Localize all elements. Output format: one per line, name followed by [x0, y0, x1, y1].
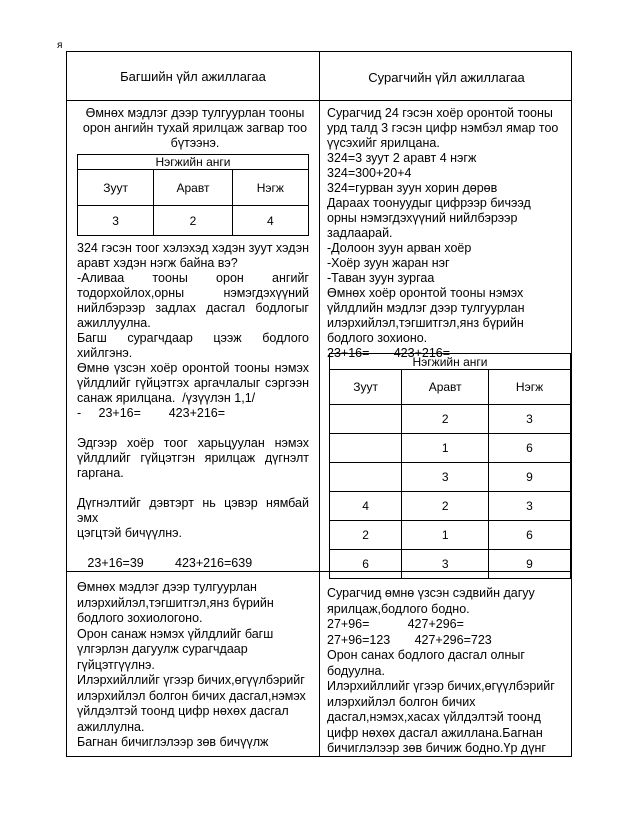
table-cell: 2: [402, 492, 489, 521]
text-line: бодлого зохионо.: [327, 331, 428, 345]
text-line: [77, 421, 309, 436]
text-line: Эдгээр хоёр тоог харьцуулан нэмэх: [77, 436, 309, 450]
table-cell: 4: [330, 492, 402, 521]
table-header: Аравт: [402, 370, 489, 405]
text-line: Өмнөх мэдлэг дээр тулгуурлан: [77, 580, 257, 594]
table-cell: 3: [489, 405, 571, 434]
text-line: 324=300+20+4: [327, 166, 412, 180]
text-line: 23+16= 423+216=: [327, 346, 451, 360]
text-line: аравт хэдэн нэгж байна вэ?: [77, 256, 238, 270]
teacher-intro: [81, 106, 309, 151]
text-line: 324 гэсэн тоог хэлэхэд хэдэн зуут хэдэн: [77, 241, 309, 255]
table-cell: 6: [489, 521, 571, 550]
table-cell: 3: [402, 463, 489, 492]
table-cell: 3: [489, 492, 571, 521]
text-line: цэгцтэй бичүүлнэ.: [77, 526, 183, 540]
text-line: 27+96= 427+296=: [327, 617, 464, 631]
text-line: Сурагчид 24 гэсэн хоёр оронтой тооны: [327, 106, 553, 120]
text-line: илэрхийлэл,тэгшитгэл,янз бүрийн: [327, 316, 524, 330]
text-line: Багнан бичиглэлээр зөв бичүүлж: [77, 735, 269, 749]
table-header: Аравт: [154, 170, 233, 206]
text-line: Өмнө үзсэн хоёр оронтой тооны нэмэх: [77, 361, 309, 375]
intro-line: орон ангийн тухай ярилцаж загвар тоо: [82, 121, 308, 135]
text-line: -Таван зуун зургаа: [327, 271, 435, 285]
table-cell: 3: [78, 206, 154, 236]
page-mark: я: [57, 40, 63, 51]
teacher-activity-header: Багшийн үйл ажиллагаа: [120, 69, 266, 84]
table-cell: 2: [402, 405, 489, 434]
student-activity-header: Сурагчийн үйл ажиллагаа: [368, 70, 525, 85]
text-line: бодуулна.: [327, 663, 385, 678]
text-line: Сурагчид өмнө үзсэн сэдвийн дагуу: [327, 586, 535, 600]
table-cell: 3: [402, 550, 489, 579]
text-line: илэрхийлэл,тэгшитгэл,янз бүрийн: [77, 595, 274, 610]
column-divider: [319, 52, 320, 756]
table-cell: 2: [330, 521, 402, 550]
text-line: [77, 481, 309, 496]
text-line: 23+16=39 423+216=639: [77, 556, 253, 570]
text-line: үйлдэлтэй тоонд цифр нөхөх дасгал: [77, 704, 289, 718]
table-title: Нэгжийн анги: [78, 155, 309, 170]
table-cell: 4: [232, 206, 308, 236]
header-divider: [67, 100, 571, 101]
text-line: үйлдлийн мэдлэг дээр тулгуурлан: [327, 301, 525, 315]
table-cell: 1: [402, 434, 489, 463]
table-cell: [330, 463, 402, 492]
table-cell: [330, 434, 402, 463]
text-line: тодорхойлох,орны нэмэгдэхүүний: [77, 286, 309, 300]
text-line: илэрхийлэл болгон бичих дасгал,нэмэх: [77, 688, 306, 703]
text-line: Дараах тоонуудыг цифрээр бичээд: [327, 196, 531, 210]
text-line: 27+96=123 427+296=723: [327, 632, 492, 647]
table-cell: 6: [489, 434, 571, 463]
text-line: Багш сурагчдаар цээж бодлого: [77, 331, 309, 345]
text-line: цифр нөхөх дасгал ажиллана.Багнан: [327, 725, 543, 740]
student-body: [327, 106, 567, 361]
table-cell: 9: [489, 550, 571, 579]
text-line: үлгэрлэн дагуулж сурагчдаар: [77, 642, 248, 656]
text-line: Илэрхийллийг үгээр бичих,өгүүлбэрийг: [77, 673, 305, 687]
text-line: Илэрхийллийг үгээр бичих,өгүүлбэрийг: [327, 679, 555, 693]
text-line: [77, 541, 309, 556]
text-line: Орон санаж нэмэх үйлдлийг багш: [77, 626, 274, 641]
table-header: Зуут: [78, 170, 154, 206]
text-line: задлаарай.: [327, 226, 393, 240]
text-line: -Долоон зуун арван хоёр: [327, 241, 472, 255]
text-line: Өмнөх хоёр оронтой тооны нэмэх: [327, 286, 524, 300]
text-line: гүйцэтгүүлнэ.: [77, 657, 155, 672]
table-cell: 9: [489, 463, 571, 492]
text-line: 324=3 зуут 2 аравт 4 нэгж: [327, 151, 477, 165]
place-value-table-teacher: [77, 154, 309, 236]
text-line: үйлдлийг гүйцэтгэн ярилцаж дүгнэлт: [77, 451, 309, 465]
table-cell: [330, 405, 402, 434]
text-line: -Аливаа тооны орон ангийг: [77, 271, 309, 285]
text-line: гаргана.: [77, 466, 124, 480]
text-line: Орон санах бодлого дасгал олныг: [327, 648, 525, 662]
text-line: - 23+16= 423+216=: [77, 406, 226, 420]
text-line: ажиллулна.: [77, 719, 145, 734]
intro-line: Өмнөх мэдлэг дээр тулгуурлан тооны: [85, 106, 305, 120]
text-line: нийлбэрээр задлах дасгал бодлогыг: [77, 301, 309, 315]
text-line: санаж ярилцана. /үзүүлэн 1,1/: [77, 391, 256, 405]
intro-line: бүтээнэ.: [170, 136, 220, 150]
text-line: ажиллуулна.: [77, 316, 151, 330]
table-header: Зуут: [330, 370, 402, 405]
text-line: бодлого зохиологоно.: [77, 611, 203, 625]
teacher-body: [77, 241, 309, 571]
table-cell: 1: [402, 521, 489, 550]
text-line: орны нэмэгдэхүүний нийлбэрээр: [327, 211, 518, 225]
table-cell: 6: [330, 550, 402, 579]
text-line: үйлдлийг гүйцэтгэх аргачлалыг сэргээн: [77, 376, 309, 390]
lesson-plan-table: [66, 51, 572, 757]
text-line: хийлгэнэ.: [77, 346, 133, 360]
text-line: бичиглэлээр зөв бичиж бодно.Үр дүнг: [327, 741, 546, 755]
text-line: -Хоёр зуун жаран нэг: [327, 256, 450, 270]
text-line: илэрхийлэл болгон бичих: [327, 694, 476, 709]
table-title: Нэгжийн анги: [330, 354, 571, 370]
table-header: Нэгж: [232, 170, 308, 206]
teacher-body-2: [77, 580, 313, 751]
text-line: урд талд 3 гэсэн цифр нэмбэл ямар тоо: [327, 121, 559, 135]
text-line: 324=гурван зуун хорин дөрөв: [327, 181, 498, 195]
text-line: дасгал,нэмэх,хасах үйлдэлтэй тоонд: [327, 710, 541, 724]
text-line: ярилцаж,бодлого бодно.: [327, 601, 470, 616]
student-body-2: [327, 586, 569, 757]
place-value-table-student: [329, 353, 571, 579]
text-line: Дүгнэлтийг дэвтэрт нь цэвэр нямбай эмх: [77, 496, 309, 525]
table-header: Нэгж: [489, 370, 571, 405]
text-line: үүсэхийг ярилцана.: [327, 136, 440, 150]
table-cell: 2: [154, 206, 233, 236]
